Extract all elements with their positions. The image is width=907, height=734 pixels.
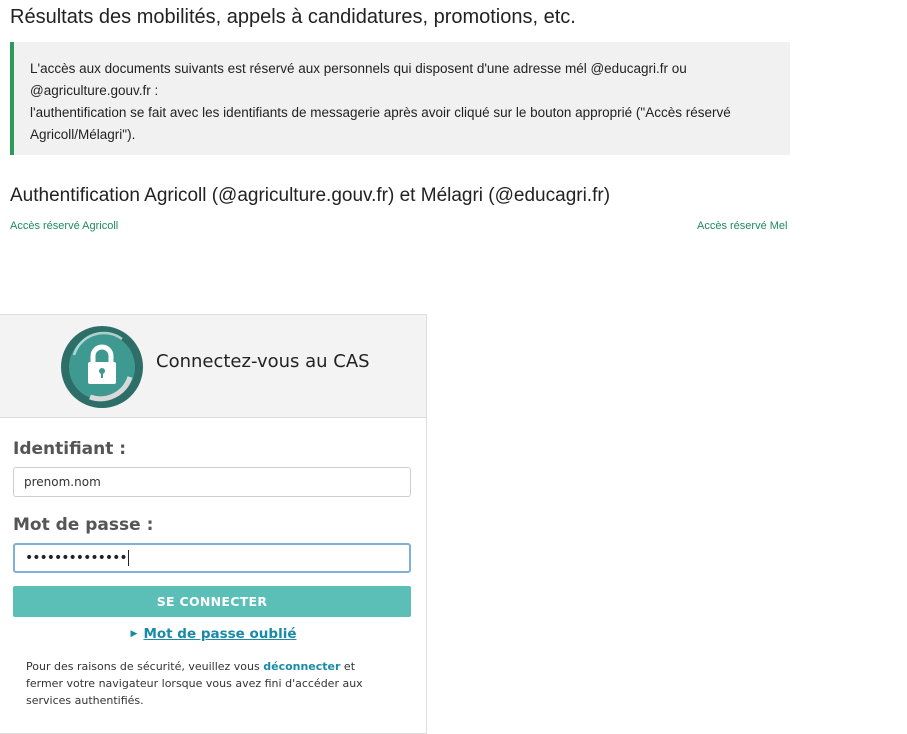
security-notice [26, 658, 386, 709]
forgot-password-link[interactable]: Mot de passe oublié [143, 626, 297, 642]
triangle-right-icon: ▶ [130, 629, 138, 639]
logout-link[interactable]: déconnecter [263, 660, 341, 673]
security-text-after: et fermer votre navigateur lorsque vous avez fini d'accéder aux services authentifiés. [26, 660, 363, 707]
password-input[interactable] [13, 543, 411, 573]
auth-section-title: Authentification Agricoll (@agriculture.gouv.fr) et Mélagri (@educagri.fr) [10, 185, 611, 206]
page-title: Résultats des mobilités, appels à candidatures, promotions, etc. [10, 6, 576, 28]
cas-heading: Connectez-vous au CAS [156, 351, 370, 372]
forgot-password [0, 626, 427, 642]
text-caret [128, 550, 129, 566]
padlock-icon [60, 325, 144, 409]
notice-line: @agriculture.gouv.fr : [30, 83, 159, 98]
notice-line: l'authentification se fait avec les identifiants de messagerie après avoir cliqué sur le bouton approprié ("Accès réservé [30, 105, 731, 120]
agricoll-access-link[interactable]: Accès réservé Agricoll [10, 220, 119, 232]
mel-access-link[interactable]: Accès réservé Mel [697, 220, 788, 232]
security-text-before: Pour des raisons de sécurité, veuillez vous [26, 660, 264, 673]
notice-line: L'accès aux documents suivants est réservé aux personnels qui disposent d'une adresse mél @educagri.fr ou [30, 61, 687, 76]
username-label: Identifiant : [13, 439, 127, 459]
notice-line: Agricoll/Mélagri"). [30, 127, 136, 142]
password-dots: •••••••••••••• [25, 550, 127, 566]
cas-login-panel [0, 314, 427, 734]
cas-header [0, 315, 426, 418]
password-label: Mot de passe : [13, 515, 154, 535]
username-input[interactable]: prenom.nom [13, 467, 411, 497]
login-button[interactable]: SE CONNECTER [13, 586, 411, 617]
access-notice [10, 42, 790, 155]
